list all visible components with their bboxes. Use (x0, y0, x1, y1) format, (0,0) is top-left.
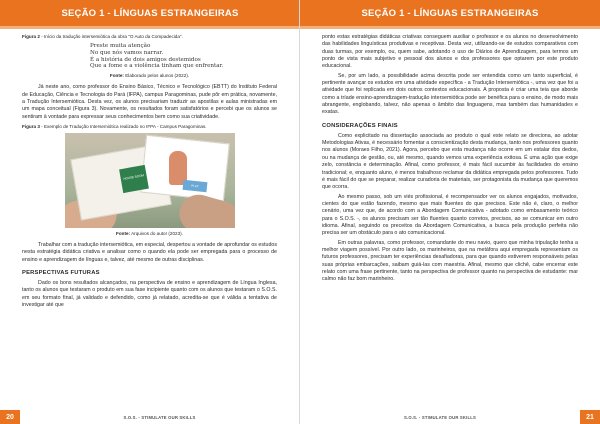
figure3-caption-label: Figura 3 (22, 123, 40, 129)
right-paragraph-3: Como explicitado na dissertação associada ao produto o qual este relato se direciona, ao adotar Metodologias Ativas, é necessário fomentar a conscientização desta mudança, tanto nos professores quanto nos alunos (Moraes Filho, 2021). Agora, percebo que esta mudança não ocorre em um estalar dos dedos, ou na mudança de gestão, ou, até mesmo, quando vemos uma experiência exitosa. É uma ação que exige zelo, constância e determinação. Afinal, como professor, é mais fácil sucumbir às facilidades do ensino tradicional; e, enquanto aluno, é menos trabalhoso reclamar da didática empregada pelos professores. Tudo é mais fácil do que se preparar, realizar curadoria de materiais, ser protagonista da mudança que queremos que ocorra. (322, 132, 578, 191)
left-content (22, 34, 277, 402)
right-paragraph-4: Ao mesmo passo, sob um viés profissional, é recompensador ver os alunos engajados, motivados, cientes do que estão fazendo, mesmo que mais fluentes do que precisos. Este não é, claro, o melhor cenário, uma vez que, de acordo com a Abordagem Comunicativa - adotado como embasamento teórico para o S.O.S. -, os alunos precisam ser tão fluentes quanto corretos, precisos, ao se comunicar em outro idioma. Afinal, seguindo os preceitos da Abordagem Comunicativa, a busca pela produção perfeita não precisa ser um obstáculo para o ato comunicacional. (322, 193, 578, 237)
photo-white-card-text: PLAY (190, 183, 199, 189)
figure2-caption-label: Figura 2 (22, 34, 40, 39)
right-paragraph-2: Se, por um lado, a possibilidade acima descrita pode ser entendida como um tanto superficial, é pertinente avançar os estudos em uma atividade específica - a Tradução Intersemiótica -, uma vez que foi a atividade que foi replicada em dois outros contextos educacionais. A proposta é criar uma teia que aborde como a tríade ensino-aprendizagem-tradução intersemiótica pode ser benéfica para o ensino, de modo mais abrangente, englobando, talvez, não apenas o âmbito das linguagens, mas também das humanidades e exatas. (322, 72, 578, 116)
section-banner-right (300, 0, 600, 26)
photo-green-card-text: HOUSE ROOM (122, 173, 144, 181)
footer-label-left: S.O.S. - STIMULATE OUR SKILLS (123, 414, 196, 420)
figure3-source-label: Fonte: (116, 230, 131, 236)
figure2-caption (22, 34, 277, 40)
section-heading-consideracoes: CONSIDERAÇÕES FINAIS (322, 122, 398, 129)
figure3-source-text: Arquivos do autor (2023). (130, 230, 183, 236)
right-paragraph-5: Em outras palavras, como professor, comandante do meu navio, quero que minha tripulação tenha a melhor viagem possível. Por outro lado, os marinheiros, que na metáfora aqui empregada representam os futuros professores, precisam ter experiências desafiadoras, para que quando estiverem responsáveis pelas suas próprias embarcações, saibam guiá-las com maestria. Afinal, mesmo que clichê, cabe encerrar este relato com uma frase pertinente, tanto na perspectiva de professor quanto na perspectiva de estudante: mar calmo não faz bom marinheiro. (322, 239, 578, 283)
verse-line: É a história de dois amigos destemidos (90, 56, 201, 63)
right-content (322, 34, 578, 402)
page-number-left: 20 (0, 410, 20, 424)
left-footer (0, 410, 299, 424)
figure3-source (22, 231, 277, 236)
figure2-source-label: Fonte: (109, 73, 124, 79)
section-banner-left (0, 0, 300, 26)
right-page (300, 0, 600, 424)
verse-line: Que a fome e a violência tinham que enfrentar. (90, 63, 224, 70)
figure2-verse (22, 43, 277, 70)
verse-line: No que nós vamos narrar. (90, 49, 164, 56)
section-title-left: SEÇÃO 1 - LÍNGUAS ESTRANGEIRAS (61, 7, 239, 19)
section-heading-perspectivas: PERSPECTIVAS FUTURAS (22, 269, 100, 276)
banner-stripe (0, 26, 300, 29)
right-paragraph-1: ponto estas estratégias didáticas criativas conseguem auxiliar o professor e os alunos no desenvolvimento das habilidades linguísticas produtivas e receptivas. Desta vez, utilizando-se de estudos comparativos com duas turmas, por exemplo, ou, quem sabe, adotando o uso de Diários de Aprendizagem, para termos um ponto de vista mais subjetivo e pessoal dos alunos e dos professores que optarem por este produto educacional. (322, 34, 578, 70)
banner-stripe (300, 26, 600, 29)
section-title-right: SEÇÃO 1 - LÍNGUAS ESTRANGEIRAS (361, 7, 539, 19)
verse-line: Preste muita atenção (90, 43, 151, 49)
page-number-right: 21 (580, 410, 600, 424)
figure2-source (22, 73, 277, 78)
left-paragraph-2: Trabalhar com a tradução intersemiótica, em especial, despertou a vontade de aprofundar os estudos nesta estratégia didática criativa e analisar como o quando ela pode ser empregada para o processo de ensino e aprendizagem de línguas e, talvez, até mesmo de outras disciplinas. (22, 241, 277, 263)
figure3-caption (22, 124, 277, 130)
right-footer (300, 410, 600, 424)
left-paragraph-3: Dado os bons resultados alcançados, na perspectiva de ensino e aprendizagem de Língua Inglesa, tanto os alunos que testaram o produto em sua fase incipiente quanto com os alunos que testaram o S.O.S. em seu formato final, já validado e defendido, como já relatado, acredita-se que é válida a tentativa de investigar até que (22, 279, 277, 308)
figure2-caption-text: - Início da tradução intersemiótica da obra "O Auto da Compadecida". (39, 34, 183, 39)
figure2-source-text: Elaborado pelos alunos (2022). (123, 73, 190, 79)
photo-green-card (119, 165, 149, 193)
footer-label-right: S.O.S. - STIMULATE OUR SKILLS (403, 414, 477, 420)
left-paragraph-1: Já neste ano, como professor do Ensino Básico, Técnico e Tecnológico (EBTT) do Instituto Federal de Educação, Ciência e Tecnologia do Pará (IFPA), campus Paragominas, pude pôr em prática, novamente, a Tradução Intersemiótica. Desta vez, os alunos precisariam traduzir as apostilas e aulas ministradas em um mapa conceitual (Figura 3). Novamente, os resultados foram satisfatórios e percebi que os alunos se sentiram à vontade para expressar seus conhecimentos bem como sua criatividade. (22, 84, 277, 120)
figure3-photo (65, 133, 235, 228)
figure3-caption-text: - Exemplo de Tradução Intersemiótica realizado no IFPA - Campus Paragominas. (39, 123, 207, 129)
